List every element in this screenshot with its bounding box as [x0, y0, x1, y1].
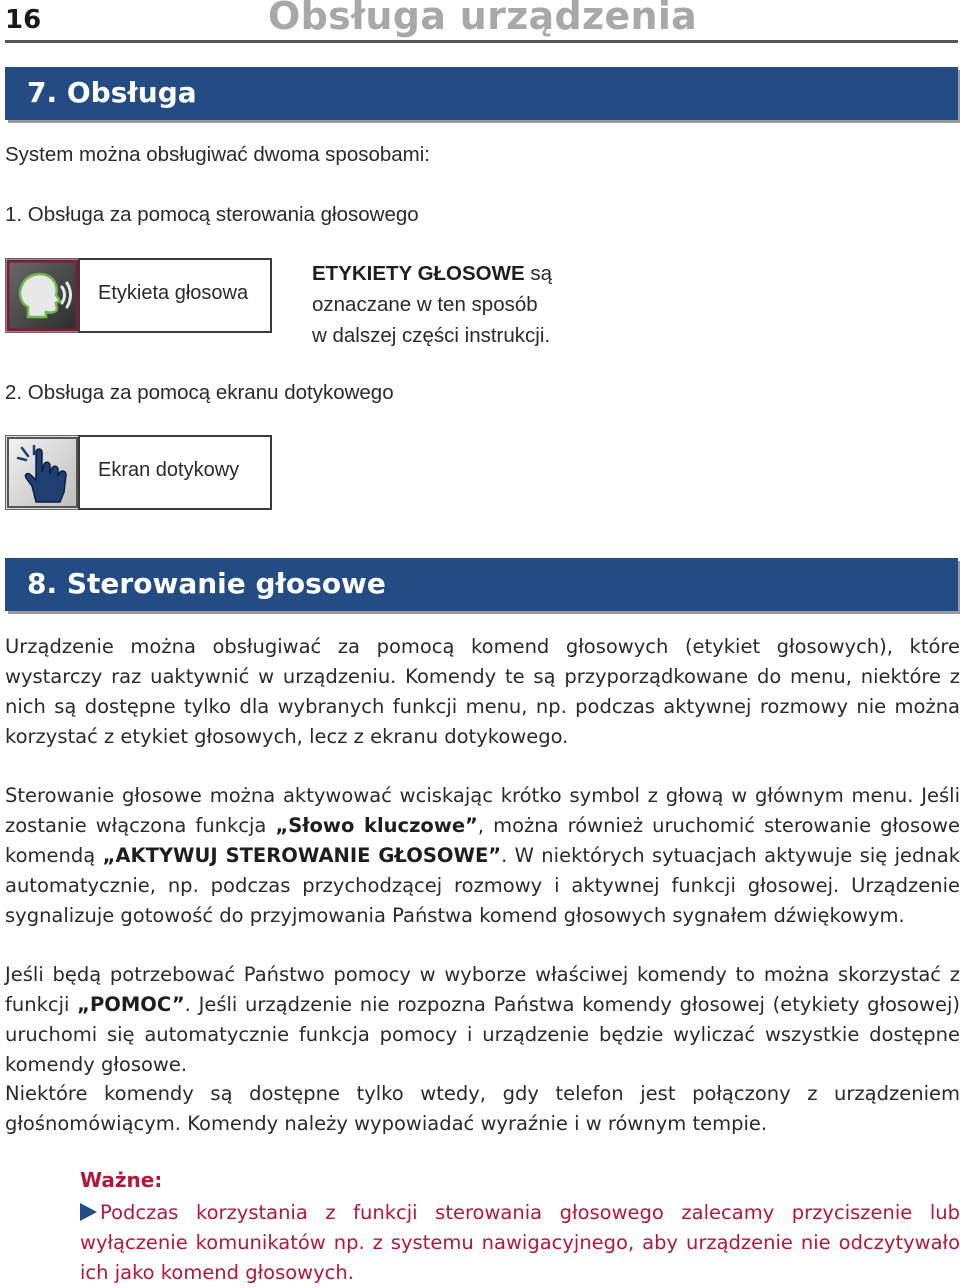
section-8-title: 8. Sterowanie głosowe — [27, 567, 386, 600]
important-title: Ważne: — [80, 1168, 163, 1192]
command-aktywuj: „AKTYWUJ STEROWANIE GŁOSOWE” — [102, 844, 502, 867]
page-number: 16 — [5, 5, 42, 35]
note-rest: są — [524, 262, 552, 285]
voice-label: Etykieta głosowa — [98, 282, 249, 304]
para3-part-c: . Jeśli urządzenie nie rozpozna Państwa komendy głosowej (etykiety głosowej) uruchomi się automatycznie funkcja pomocy i urządzenie będzie wyliczać wszystkie dostępne komendy głosowe. — [5, 993, 960, 1076]
para2-part-a: Sterowanie głosowe można aktywować wciskając krótko symbol z głową w głównym menu. Jeśli zostanie włączona funkcja — [5, 784, 960, 837]
note-line-2: oznaczane w ten sposób — [312, 293, 538, 316]
intro-text: System można obsługiwać dwoma sposobami: — [5, 143, 430, 166]
note-bold: ETYKIETY GŁOSOWE — [312, 262, 525, 285]
para3-part-a: Jeśli będą potrzebować Państwo pomocy w wyborze właściwej komendy to można skorzystać z funkcji — [5, 963, 960, 1016]
touch-label: Ekran dotykowy — [98, 459, 240, 481]
touch-label-box — [78, 435, 272, 510]
paragraph-2 — [5, 781, 960, 931]
section-8-bar — [5, 558, 958, 611]
paragraph-4: Niektóre komendy są dostępne tylko wtedy, gdy telefon jest połączony z urządzeniem głośnomówiącym. Komendy należy wypowiadać wyraźnie i w równym tempie. — [5, 1082, 960, 1135]
voice-label-note — [312, 258, 552, 351]
triangle-bullet-icon — [80, 1203, 97, 1221]
pointing-hand-icon — [6, 436, 79, 509]
command-pomoc: „POMOC” — [77, 993, 185, 1016]
running-title: Obsługa urządzenia — [268, 0, 698, 38]
voice-label-box — [78, 258, 272, 333]
important-text: Podczas korzystania z funkcji sterowania głosowego zalecamy przyciszenie lub wyłączenie komunikatów np. z systemu nawigacyjnego, aby urządzenie nie odczytywało ich jako komend głosowych. — [80, 1201, 960, 1284]
note-line-3: w dalszej części instrukcji. — [312, 324, 551, 347]
speaking-head-icon — [6, 259, 79, 332]
paragraph-1: Urządzenie można obsługiwać za pomocą komend głosowych (etykiet głosowych), które wystarczy raz uaktywnić w urządzeniu. Komendy te są przyporządkowane do menu, niektóre z nich są dostępne tylko dla wybranych funkcji menu, np. podczas aktywnej rozmowy nie można korzystać z etykiet głosowych, lecz z ekranu dotykowego. — [5, 635, 960, 748]
method-2: 2. Obsługa za pomocą ekranu dotykowego — [5, 381, 394, 404]
important-note — [80, 1198, 960, 1288]
voice-icon-box — [5, 258, 80, 333]
header-rule — [5, 40, 958, 43]
section-7-bar — [5, 67, 958, 120]
para2-part-e: . W niektórych sytuacjach aktywuje się jednak automatycznie, np. podczas przychodzącej rozmowy i aktywnej funkcji głosowej. Urządzenie sygnalizuje gotowość do przyjmowania Państwa komend głosowych sygnałem dźwiękowym. — [5, 844, 960, 927]
paragraph-3 — [5, 960, 960, 1080]
touch-icon-box — [5, 435, 80, 510]
method-1: 1. Obsługa za pomocą sterowania głosowego — [5, 203, 419, 226]
section-7-title: 7. Obsługa — [27, 76, 197, 109]
para2-part-c: , można również uruchomić sterowanie głosowe komendą — [5, 814, 960, 867]
keyword-slowo-kluczowe: „Słowo kluczowe” — [275, 814, 478, 837]
